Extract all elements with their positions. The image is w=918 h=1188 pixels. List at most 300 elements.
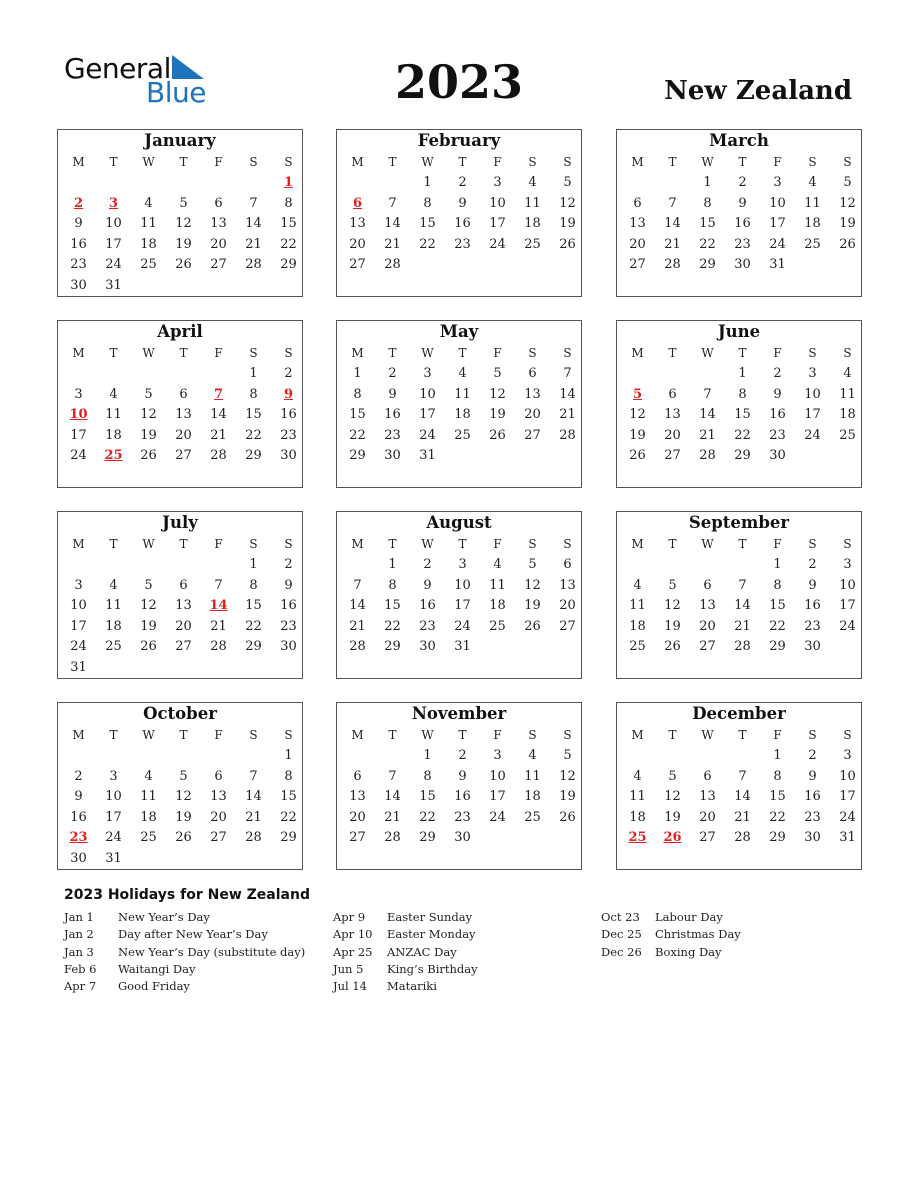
day-cell: 10 [454, 577, 471, 593]
day-cell: 9 [458, 768, 467, 784]
day-cell: 4 [109, 386, 118, 402]
day-cell: 16 [804, 598, 821, 614]
week-row [58, 173, 302, 193]
week-row [337, 746, 581, 766]
day-cell: 4 [633, 768, 642, 784]
day-cell: 18 [105, 427, 122, 443]
weekday-label: T [179, 537, 188, 551]
day-cell: 12 [839, 195, 856, 211]
day-cell: 15 [769, 598, 786, 614]
day-cell: 24 [454, 618, 471, 634]
day-cell: 16 [280, 407, 297, 423]
day-cell: 7 [563, 366, 572, 381]
day-cell: 3 [493, 175, 502, 190]
weekday-label: W [701, 346, 714, 360]
day-cell: 28 [734, 639, 751, 655]
week-row [58, 555, 302, 575]
day-cell: 8 [249, 577, 258, 593]
weekday-label: F [773, 728, 782, 742]
day-cell: 20 [349, 236, 366, 252]
week-row [337, 446, 581, 466]
day-cell: 24 [70, 448, 87, 464]
holiday-date: Apr 9 [333, 910, 366, 924]
weekday-label: S [528, 537, 537, 551]
weekday-label: T [388, 537, 397, 551]
day-cell: 29 [384, 639, 401, 655]
day-cell: 4 [528, 748, 537, 763]
day-cell: 19 [559, 216, 576, 232]
day-cell: 10 [839, 768, 856, 784]
day-cell: 20 [699, 618, 716, 634]
day-cell: 14 [210, 407, 227, 423]
day-cell: 31 [839, 830, 856, 846]
day-cell: 14 [699, 407, 716, 423]
week-row [617, 637, 861, 657]
day-cell: 26 [664, 639, 681, 655]
day-cell: 25 [454, 427, 471, 443]
day-cell: 15 [699, 216, 716, 232]
month-name: March [709, 131, 769, 150]
day-cell: 27 [175, 448, 192, 464]
day-cell: 28 [384, 257, 401, 273]
weekday-label: S [249, 728, 258, 742]
week-row [617, 405, 861, 425]
day-cell: 11 [524, 195, 541, 211]
day-cell: 3 [74, 577, 83, 593]
day-cell: 24 [839, 618, 856, 634]
weekday-label: S [808, 155, 817, 169]
week-row [58, 276, 302, 296]
day-cell: 28 [734, 830, 751, 846]
weekday-header [337, 343, 581, 363]
day-cell: 25 [140, 830, 157, 846]
weekday-header [617, 725, 861, 745]
day-cell: 20 [175, 427, 192, 443]
month-name: April [157, 322, 203, 341]
holiday-day-cell: 7 [213, 386, 224, 402]
holiday-day-cell: 25 [104, 448, 123, 464]
day-cell: 9 [388, 386, 397, 402]
day-cell: 27 [559, 618, 576, 634]
weekday-label: T [179, 346, 188, 360]
day-cell: 11 [454, 386, 471, 402]
day-cell: 15 [280, 789, 297, 805]
day-cell: 12 [140, 407, 157, 423]
month-name: January [144, 131, 216, 150]
day-cell: 13 [175, 407, 192, 423]
day-cell: 23 [384, 427, 401, 443]
day-cell: 9 [458, 195, 467, 211]
day-cell: 19 [175, 809, 192, 825]
month-name: November [411, 704, 507, 723]
day-cell: 17 [419, 407, 436, 423]
day-cell: 9 [738, 195, 747, 211]
day-cell: 19 [629, 427, 646, 443]
day-cell: 25 [839, 427, 856, 443]
day-cell: 21 [384, 236, 401, 252]
week-row [58, 637, 302, 657]
weekday-label: W [701, 728, 714, 742]
day-cell: 17 [105, 236, 122, 252]
holiday-name: New Year’s Day [118, 910, 210, 924]
week-row [58, 617, 302, 637]
day-cell: 10 [105, 789, 122, 805]
day-cell: 22 [769, 809, 786, 825]
day-cell: 21 [245, 809, 262, 825]
weekday-label: S [528, 155, 537, 169]
day-cell: 16 [454, 216, 471, 232]
month-september [616, 511, 862, 679]
day-cell: 28 [210, 448, 227, 464]
day-cell: 4 [493, 557, 502, 572]
day-cell: 20 [629, 236, 646, 252]
day-cell: 6 [703, 577, 712, 593]
week-row [617, 194, 861, 214]
week-row [617, 576, 861, 596]
week-row [337, 385, 581, 405]
day-cell: 30 [804, 830, 821, 846]
day-cell: 29 [280, 257, 297, 273]
weekday-label: T [388, 728, 397, 742]
day-cell: 6 [353, 768, 362, 784]
day-cell: 21 [734, 809, 751, 825]
day-cell: 4 [144, 195, 153, 211]
day-cell: 27 [175, 639, 192, 655]
holiday-item [601, 909, 861, 926]
week-row [617, 446, 861, 466]
day-cell: 29 [245, 639, 262, 655]
day-cell: 25 [804, 236, 821, 252]
day-cell: 17 [70, 427, 87, 443]
brand-blue-text: Blue [146, 76, 206, 109]
weekday-label: T [458, 346, 467, 360]
day-cell: 2 [388, 366, 397, 381]
weekday-label: M [631, 537, 644, 551]
holiday-item [64, 944, 324, 961]
day-cell: 2 [738, 175, 747, 190]
day-cell: 17 [489, 216, 506, 232]
holiday-date: Dec 26 [601, 944, 642, 959]
holiday-date: Jan 2 [64, 927, 94, 942]
week-row [617, 767, 861, 787]
day-cell: 24 [105, 830, 122, 846]
day-cell: 27 [210, 257, 227, 273]
day-cell: 9 [808, 768, 817, 784]
day-cell: 29 [769, 639, 786, 655]
holiday-name: King’s Birthday [387, 961, 478, 976]
weekday-label: S [563, 728, 572, 742]
day-cell: 18 [489, 598, 506, 614]
day-cell: 15 [245, 598, 262, 614]
day-cell: 5 [843, 175, 852, 190]
day-cell: 13 [349, 789, 366, 805]
weekday-label: T [738, 728, 747, 742]
week-row [58, 828, 302, 848]
weekday-label: M [351, 155, 364, 169]
day-cell: 10 [419, 386, 436, 402]
weekday-header [617, 534, 861, 554]
day-cell: 21 [245, 236, 262, 252]
week-row [58, 658, 302, 678]
day-cell: 10 [70, 598, 87, 614]
day-cell: 26 [175, 830, 192, 846]
day-cell: 2 [458, 175, 467, 190]
weekday-label: W [701, 155, 714, 169]
holiday-item [333, 978, 593, 995]
day-cell: 18 [140, 809, 157, 825]
day-cell: 27 [349, 830, 366, 846]
day-cell: 21 [699, 427, 716, 443]
day-cell: 12 [175, 789, 192, 805]
day-cell: 26 [489, 427, 506, 443]
weekday-label: T [179, 155, 188, 169]
week-row [337, 364, 581, 384]
day-cell: 12 [559, 195, 576, 211]
day-cell: 16 [769, 407, 786, 423]
day-cell: 18 [105, 618, 122, 634]
day-cell: 2 [808, 748, 817, 763]
day-cell: 29 [349, 448, 366, 464]
holiday-name: New Year’s Day (substitute day) [118, 944, 306, 959]
day-cell: 8 [284, 195, 293, 211]
day-cell: 27 [349, 257, 366, 273]
day-cell: 24 [419, 427, 436, 443]
day-cell: 20 [349, 809, 366, 825]
weekday-label: T [458, 537, 467, 551]
day-cell: 10 [489, 195, 506, 211]
day-cell: 1 [423, 175, 432, 190]
day-cell: 28 [384, 830, 401, 846]
day-cell: 24 [105, 257, 122, 273]
day-cell: 6 [633, 195, 642, 211]
week-row [337, 405, 581, 425]
holiday-date: Jul 14 [333, 979, 367, 994]
day-cell: 27 [524, 427, 541, 443]
week-row [58, 596, 302, 616]
day-cell: 26 [559, 236, 576, 252]
day-cell: 2 [808, 557, 817, 572]
day-cell: 11 [140, 789, 157, 805]
weekday-label: T [668, 346, 677, 360]
day-cell: 22 [419, 236, 436, 252]
holiday-date: Apr 7 [64, 979, 97, 994]
weekday-label: T [668, 155, 677, 169]
day-cell: 12 [524, 577, 541, 593]
day-cell: 19 [664, 809, 681, 825]
day-cell: 23 [280, 427, 297, 443]
month-name: July [162, 513, 198, 532]
holiday-date: Jun 5 [333, 961, 364, 976]
holiday-day-cell: 14 [209, 598, 228, 614]
day-cell: 18 [629, 618, 646, 634]
day-cell: 19 [175, 236, 192, 252]
day-cell: 3 [843, 748, 852, 763]
day-cell: 23 [419, 618, 436, 634]
day-cell: 11 [105, 407, 122, 423]
weekday-label: S [808, 346, 817, 360]
holiday-item [64, 978, 324, 995]
week-row [337, 214, 581, 234]
holiday-name: ANZAC Day [387, 944, 457, 959]
day-cell: 14 [245, 789, 262, 805]
day-cell: 22 [699, 236, 716, 252]
day-cell: 5 [668, 768, 677, 784]
weekday-label: S [808, 728, 817, 742]
day-cell: 18 [804, 216, 821, 232]
week-row [617, 808, 861, 828]
day-cell: 9 [423, 577, 432, 593]
month-november [336, 702, 582, 870]
day-cell: 20 [559, 598, 576, 614]
day-cell: 6 [703, 768, 712, 784]
week-row [58, 746, 302, 766]
month-name: September [688, 513, 790, 532]
holiday-day-cell: 9 [283, 386, 294, 402]
day-cell: 1 [353, 366, 362, 381]
weekday-label: S [563, 346, 572, 360]
weekday-label: S [284, 537, 293, 551]
weekday-label: F [214, 155, 223, 169]
week-row [337, 235, 581, 255]
week-row [617, 426, 861, 446]
weekday-label: T [388, 155, 397, 169]
weekday-header [58, 152, 302, 172]
weekday-label: T [109, 728, 118, 742]
day-cell: 15 [349, 407, 366, 423]
day-cell: 21 [210, 427, 227, 443]
day-cell: 8 [423, 195, 432, 211]
day-cell: 23 [280, 618, 297, 634]
weekday-label: M [351, 728, 364, 742]
day-cell: 6 [179, 386, 188, 402]
month-december [616, 702, 862, 870]
day-cell: 24 [769, 236, 786, 252]
day-cell: 19 [140, 427, 157, 443]
weekday-label: S [843, 155, 852, 169]
week-row [617, 385, 861, 405]
day-cell: 11 [105, 598, 122, 614]
country-name: New Zealand [664, 76, 852, 106]
week-row [58, 576, 302, 596]
day-cell: 31 [769, 257, 786, 273]
day-cell: 14 [384, 789, 401, 805]
weekday-label: T [738, 346, 747, 360]
day-cell: 13 [664, 407, 681, 423]
weekday-label: T [738, 155, 747, 169]
day-cell: 2 [284, 366, 293, 381]
day-cell: 7 [703, 386, 712, 402]
day-cell: 16 [804, 789, 821, 805]
day-cell: 14 [734, 789, 751, 805]
weekday-label: F [773, 537, 782, 551]
day-cell: 25 [629, 639, 646, 655]
day-cell: 7 [214, 577, 223, 593]
weekday-label: T [668, 537, 677, 551]
day-cell: 24 [489, 809, 506, 825]
day-cell: 7 [738, 577, 747, 593]
day-cell: 13 [349, 216, 366, 232]
day-cell: 6 [214, 195, 223, 211]
weekday-label: F [773, 155, 782, 169]
day-cell: 19 [140, 618, 157, 634]
day-cell: 30 [769, 448, 786, 464]
day-cell: 30 [280, 448, 297, 464]
week-row [58, 385, 302, 405]
month-name: October [143, 704, 217, 723]
day-cell: 23 [454, 236, 471, 252]
day-cell: 4 [843, 366, 852, 381]
holiday-column [601, 909, 861, 961]
day-cell: 9 [284, 577, 293, 593]
weekday-label: M [351, 537, 364, 551]
day-cell: 16 [280, 598, 297, 614]
day-cell: 5 [179, 768, 188, 784]
day-cell: 11 [629, 789, 646, 805]
day-cell: 4 [528, 175, 537, 190]
week-row [337, 828, 581, 848]
page-title-year: 2023 [394, 55, 524, 109]
weekday-label: M [72, 346, 85, 360]
day-cell: 27 [699, 830, 716, 846]
day-cell: 22 [734, 427, 751, 443]
day-cell: 11 [629, 598, 646, 614]
week-row [337, 637, 581, 657]
weekday-header [617, 343, 861, 363]
day-cell: 27 [664, 448, 681, 464]
day-cell: 10 [489, 768, 506, 784]
day-cell: 1 [773, 748, 782, 763]
day-cell: 7 [388, 768, 397, 784]
day-cell: 4 [109, 577, 118, 593]
week-row [337, 808, 581, 828]
day-cell: 14 [349, 598, 366, 614]
day-cell: 30 [454, 830, 471, 846]
month-june [616, 320, 862, 488]
day-cell: 26 [140, 639, 157, 655]
holiday-name: Day after New Year’s Day [118, 927, 268, 942]
day-cell: 13 [629, 216, 646, 232]
weekday-label: W [142, 155, 155, 169]
weekday-label: S [843, 728, 852, 742]
day-cell: 31 [105, 851, 122, 866]
month-may [336, 320, 582, 488]
day-cell: 27 [210, 830, 227, 846]
weekday-label: W [421, 346, 434, 360]
day-cell: 22 [769, 618, 786, 634]
week-row [617, 828, 861, 848]
day-cell: 17 [769, 216, 786, 232]
day-cell: 8 [284, 768, 293, 784]
week-row [58, 364, 302, 384]
holiday-day-cell: 1 [283, 175, 294, 190]
day-cell: 25 [140, 257, 157, 273]
day-cell: 3 [808, 366, 817, 381]
holiday-name: Waitangi Day [118, 961, 196, 976]
day-cell: 2 [284, 557, 293, 572]
holiday-date: Apr 10 [333, 927, 373, 942]
weekday-label: T [388, 346, 397, 360]
day-cell: 3 [74, 386, 83, 402]
day-cell: 9 [74, 789, 83, 805]
day-cell: 3 [493, 748, 502, 763]
day-cell: 12 [664, 598, 681, 614]
day-cell: 11 [489, 577, 506, 593]
day-cell: 22 [349, 427, 366, 443]
week-row [58, 426, 302, 446]
weekday-label: S [249, 155, 258, 169]
weekday-label: T [668, 728, 677, 742]
day-cell: 3 [458, 557, 467, 572]
